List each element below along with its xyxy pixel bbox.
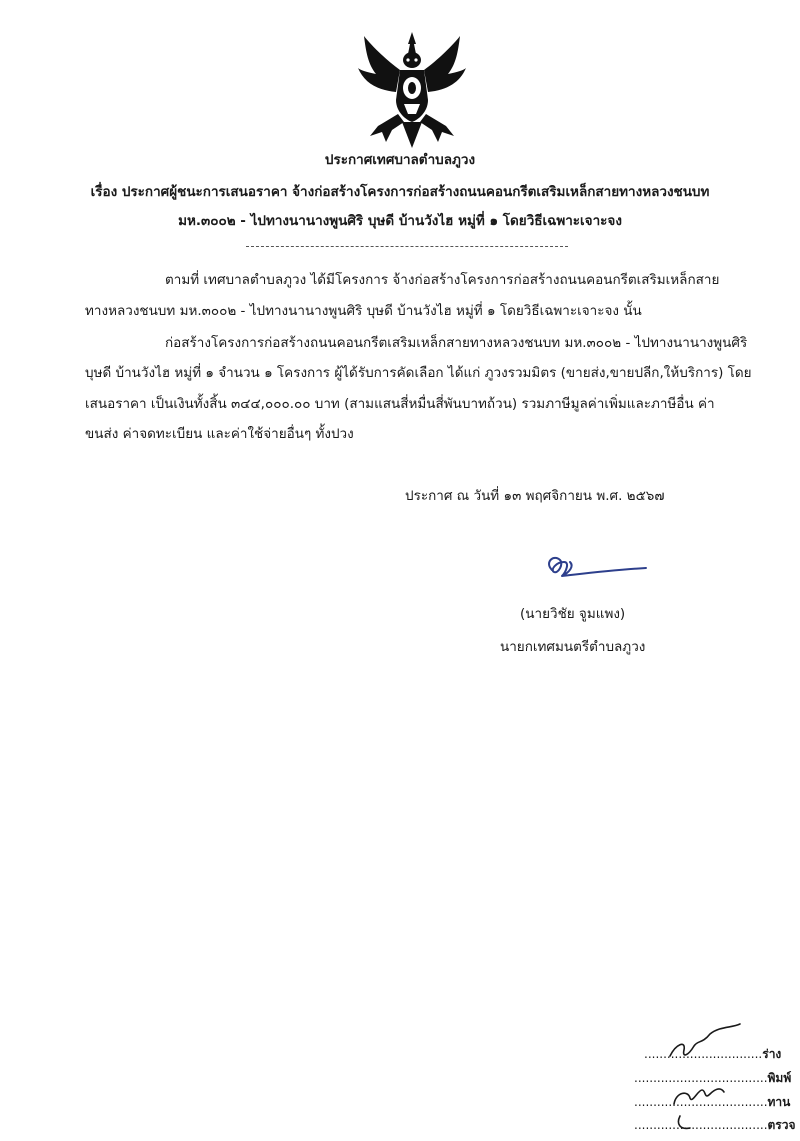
initials-row-draft	[644, 1046, 781, 1062]
paragraph-1-line-2: ทางหลวงชนบท มห.๓๐๐๒ - ไปทางนานางพูนศิริ บุษดี บ้านวังไฮ หมู่ที่ ๑ โดยวิธีเฉพาะเจาะจง นั้น	[85, 303, 642, 319]
announcement-date: ประกาศ ณ วันที่ ๑๓ พฤศจิกายน พ.ศ. ๒๕๖๗	[405, 488, 665, 504]
initials-dots: ...................................	[634, 1118, 768, 1132]
paragraph-2-line-1: ก่อสร้างโครงการก่อสร้างถนนคอนกรีตเสริมเหล็กสายทางหลวงชนบท มห.๓๐๐๒ - ไปทางนานางพูนศิริ	[165, 335, 748, 351]
initials-dots: ...............................	[644, 1047, 763, 1061]
paragraph-2-line-4: ขนส่ง ค่าจดทะเบียน และค่าใช้จ่ายอื่นๆ ทั้งปวง	[85, 426, 354, 442]
initials-block	[634, 1020, 796, 1135]
paragraph-2-line-3: เสนอราคา เป็นเงินทั้งสิ้น ๓๔๔,๐๐๐.๐๐ บาท (สามแสนสี่หมื่นสี่พันบาทถ้วน) รวมภาษีมูลค่าเพิ่มและภาษีอื่น ค่า	[85, 396, 715, 412]
initials-label-reviewed: ทาน	[767, 1095, 791, 1109]
initials-row-checked	[634, 1117, 796, 1133]
organization-title: ประกาศเทศบาลตำบลภูวง	[324, 152, 476, 168]
initials-row-reviewed	[634, 1094, 790, 1110]
paragraph-2-line-2: บุษดี บ้านวังไฮ หมู่ที่ ๑ จำนวน ๑ โครงการ ผู้ได้รับการคัดเลือก ได้แก่ ภูวงรวมมิตร (ขายส่ง,ขายปลีก,ให้บริการ) โดย	[85, 365, 752, 381]
initials-label-checked: ตรวจ	[767, 1118, 796, 1132]
initials-label-typed: พิมพ์	[767, 1071, 792, 1085]
initials-dots: ...................................	[634, 1095, 768, 1109]
initials-row-typed	[634, 1070, 791, 1086]
initials-label-draft: ร่าง	[762, 1047, 782, 1061]
handwritten-signature	[540, 548, 650, 588]
paragraph-1-line-1: ตามที่ เทศบาลตำบลภูวง ได้มีโครงการ จ้างก่อสร้างโครงการก่อสร้างถนนคอนกรีตเสริมเหล็กสาย	[165, 272, 720, 288]
signatory-name: (นายวิชัย จูมแพง)	[520, 606, 626, 622]
garuda-emblem	[356, 30, 468, 150]
initials-dots: ...................................	[634, 1071, 768, 1085]
title-divider	[246, 246, 568, 247]
signatory-position: นายกเทศมนตรีตำบลภูวง	[500, 639, 646, 655]
subject-line-1: เรื่อง ประกาศผู้ชนะการเสนอราคา จ้างก่อสร้างโครงการก่อสร้างถนนคอนกรีตเสริมเหล็กสายทางหลวงชนบท	[90, 184, 710, 200]
subject-line-2: มห.๓๐๐๒ - ไปทางนานางพูนศิริ บุษดี บ้านวังไฮ หมู่ที่ ๑ โดยวิธีเฉพาะเจาะจง	[178, 213, 622, 229]
